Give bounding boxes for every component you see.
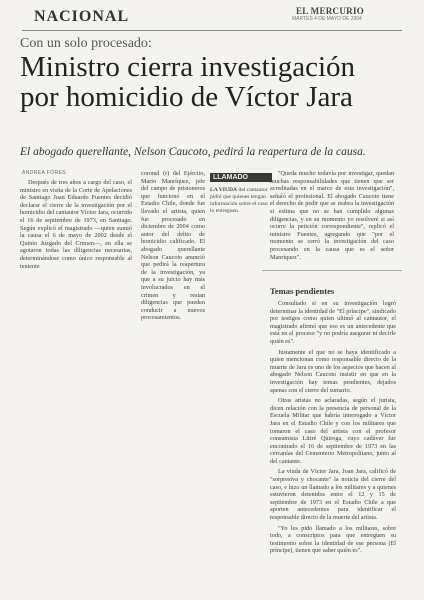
- callout-title: LLAMADO: [210, 173, 272, 182]
- article-column-2: [141, 170, 205, 325]
- header-rule: [22, 30, 402, 31]
- article-headline: Ministro cierra investigación por homicidio de Víctor Jara: [20, 51, 356, 113]
- article-byline: ANDREA FÓRES: [22, 170, 66, 176]
- sidebar-paragraph: La viuda de Víctor Jara, Joan Jara, calificó de "sorpresiva y chocante" la noticia del cierre del caso, e hizo un llamado a los militares y a quienes estuvieron detenidos entre el 12 y 15 de septiembre de 1973 en el Estadio Chile a que aporten antecedentes para identificar el responsable directo de la muerte del artista.: [270, 468, 396, 522]
- sidebar-paragraph: Consultado si en su investigación logró determinar la identidad de "El príncipe", sindicado por testigos como quien ultimó al cantautor, el magistrado afirmó que eso es un antecedente que está en el proceso "y no podría asegurar ni decirle quién es".: [270, 300, 396, 345]
- column-1-text: Después de tres años a cargo del caso, el ministro en visita de la Corte de Apelaciones de Santiago Juan Eduardo Fuentes decidió declarar el cierre de la investigación por el homicidio del cantautor Víctor Jara, ocurrido el 16 de septiembre de 1973, en Santiago. Según explicó el magistrado —quien sumió la causa el 6 de mayo de 2002 desde el Quinto Juzgado del Crimen—, en ella se agotaron todas las diligencias necesarias, determinándose como único responsable al teniente: [20, 179, 132, 270]
- sidebar-rule: [262, 270, 402, 271]
- newspaper-name: EL MERCURIO: [296, 6, 365, 16]
- article-subhead: El abogado querellante, Nelson Caucoto, pedirá la reapertura de la causa.: [20, 146, 366, 158]
- sidebar-paragraph: Otras aristas no aclaradas, según el jurista, dicen relación con la presencia de personal de la Escuela Militar que habría interrogado a Víctor Jara en el Estadio Chile y con los militares que tomaron el caso del artista con el profesor consumista Littré Quiroga, cuyo cadáver fue encontrado el 16 de septiembre de 1973 en las cercanías del Cementerio Metropolitano, junto al del cantante.: [270, 397, 396, 465]
- section-name: NACIONAL: [34, 8, 130, 25]
- callout-box: [210, 187, 270, 218]
- article-column-3: [270, 170, 394, 264]
- article-kicker: Con un solo procesado:: [20, 36, 152, 51]
- sidebar-body: [270, 300, 396, 558]
- sidebar-paragraph: "Yo les pido llamado a los militares, sobre todo, a conscriptos para que entreguen su testimonio sobre la identidad de ese persona (El príncipe), tienen que saber quién es".: [270, 524, 396, 555]
- sidebar-paragraph: Justamente el que no se haya identificado a quien mencionan como responsable directo de la muerte de Jara es uno de los aspectos que hacen al abogado Nelson Caucoto insistir en que en la investigación hay temas pendientes, dejados apenas con el cierre del sumario.: [270, 348, 396, 394]
- sidebar-title: Temas pendientes: [270, 286, 335, 296]
- column-2-text: coronel (r) del Ejército, Mario Manríquez, jefe del campo de prisioneros que funcionó en el Estadio Chile, donde fue llevado el artista, quien fue procesado en diciembre de 2004 como autor del delito de homicidio calificado. El abogado querellante Nelson Caucoto anunció que pedirá la reapertura de la investigación, ya que a su juicio hay más involucrados en el crimen y restan diligencias que pueden conducir a nuevos procesamientos.: [141, 170, 205, 322]
- article-column-1: [20, 179, 132, 273]
- callout-lead: LA VIUDA: [210, 187, 238, 193]
- publication-date: MARTES 4 DE MAYO DE 2004: [292, 16, 362, 22]
- callout-text: del cantautor pidió que quienes tengan información sobre el caso lo entreguen.: [210, 187, 268, 214]
- column-3-text: "Queda mucho todavía por investigar, quedan muchas responsabilidades que tienen que ser acreditadas en el marco de esta investigación", señaló el profesional. El abogado Caucoto tiene el derecho de pedir que se reabra la investigación si estima que no se han cumplido algunas diligencias, y en su momento yo resolveré si así ocurre la petición correspondiente", replicó el ministro Fuentes, agregando que "por el momento se cerró la investigación del caso procesando en la causa que es el señor Manríquez".: [270, 170, 394, 261]
